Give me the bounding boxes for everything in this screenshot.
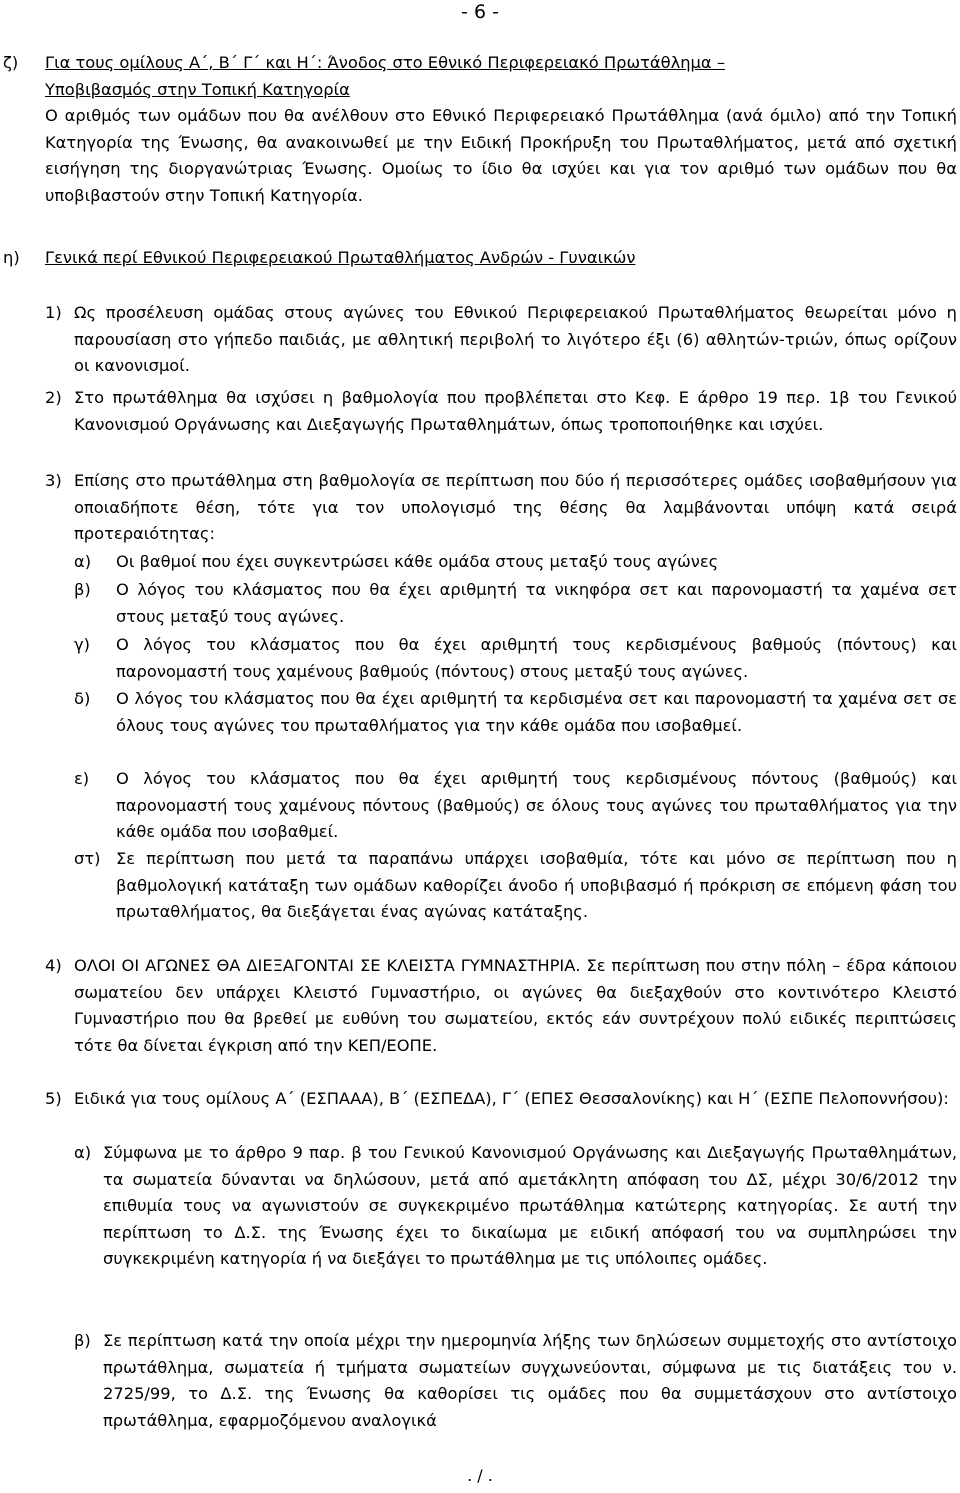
item-3-sub-b-label: β) [74, 580, 91, 599]
item-3-number: 3) [45, 471, 62, 490]
item-2-text: Στο πρωτάθλημα θα ισχύσει η βαθμολογία που προβλέπεται στο Κεφ. Ε άρθρο 19 περ. 1β του Γενικού Κανονισμού Οργάνωσης και Διεξαγωγής Πρωταθλημάτων, όπως τροποποιήθηκε και ισχύει. [74, 388, 957, 434]
item-4-number: 4) [45, 956, 62, 975]
item-5-text: Ειδικά για τους ομίλους Α΄ (ΕΣΠΑΑΑ), Β΄ (ΕΣΠΕΔΑ), Γ΄ (ΕΠΕΣ Θεσσαλονίκης) και Η΄ (ΕΣΠΕ Πελοποννήσου): [74, 1089, 949, 1108]
page-continuation-marker: . / . [467, 1466, 493, 1485]
item-3-sub-c-text: Ο λόγος του κλάσματος που θα έχει αριθμητή τους κερδισμένους βαθμούς (πόντους) και παρονομαστή τους χαμένους βαθμούς (πόντους) στους μεταξύ τους αγώνες. [116, 635, 957, 681]
page-number: - 6 - [461, 1, 499, 23]
item-2-number: 2) [45, 388, 62, 407]
section-z-body: Ο αριθμός των ομάδων που θα ανέλθουν στο Εθνικό Περιφερειακό Πρωτάθλημα (ανά όμιλο) από την Τοπική Κατηγορία της Ένωσης, θα ανακοινωθεί με την Ειδική Προκήρυξη του Πρωταθλήματος, μετά από σχετική εισήγηση της διοργανώτριας Ένωσης. Ομοίως το ίδιο θα ισχύει και για τον αριθμό των ομάδων που θα υποβιβαστούν στην Τοπική Κατηγορία. [45, 106, 957, 205]
item-1-text: Ως προσέλευση ομάδας στους αγώνες του Εθνικού Περιφερειακού Πρωταθλήματος θεωρείται μόνο η παρουσίαση στο γήπεδο παιδιάς, με αθλητική περιβολή το λιγότερο έξι (6) αθλητών-τριών, όπως ορίζουν οι κανονισμοί. [74, 303, 957, 376]
item-3-sub-d-label: δ) [74, 689, 91, 708]
item-3-sub-c-label: γ) [74, 635, 90, 654]
item-3-sub-st-label: στ) [74, 849, 101, 868]
item-3-text: Επίσης στο πρωτάθλημα στη βαθμολογία σε περίπτωση που δύο ή περισσότερες ομάδες ισοβαθμήσουν για οποιαδήποτε θέση, τότε για τον υπολογισμό της θέσης θα λαμβάνονται υπόψη κατά σειρά προτεραιότητας: [74, 471, 957, 544]
section-z-heading-line1: Για τους ομίλους Α΄, Β΄ Γ΄ και Η΄: Άνοδος στο Εθνικό Περιφερειακό Πρωτάθλημα – [45, 53, 725, 72]
item-3-sub-e-label: ε) [74, 769, 90, 788]
section-z-mark: ζ) [3, 53, 19, 72]
item-5-sub-a-text: Σύμφωνα με το άρθρο 9 παρ. β του Γενικού Κανονισμού Οργάνωσης και Διεξαγωγής Πρωταθλημάτων, τα σωματεία δύνανται να δηλώσουν, μετά από αμετάκλητη απόφαση του ΔΣ, μέχρι 30/6/2012 την επιθυμία τους να αγωνιστούν σε συγκεκριμένο πρωτάθλημα κατώτερης κατηγορίας. Σε αυτή την περίπτωση το Δ.Σ. της Ένωσης έχει το δικαίωμα με ειδική απόφασή του να συμπληρώσει την συγκεκριμένη κατηγορία ή να διεξάγει το πρωτάθλημα με τις υπόλοιπες ομάδες. [103, 1143, 957, 1269]
item-5-sub-b-label: β) [74, 1331, 91, 1350]
item-3-sub-st-text: Σε περίπτωση που μετά τα παραπάνω υπάρχει ισοβαθμία, τότε και μόνο σε περίπτωση που η βαθμολογική κατάταξη των ομάδων καθορίζει άνοδο ή υποβιβασμό ή πρόκριση σε επόμενη φάση του πρωταθλήματος, θα διεξάγεται ένας αγώνας κατάταξης. [116, 849, 957, 922]
item-1-number: 1) [45, 303, 62, 322]
item-5-number: 5) [45, 1089, 62, 1108]
item-3-sub-d-text: Ο λόγος του κλάσματος που θα έχει αριθμητή τα κερδισμένα σετ και παρονομαστή τα χαμένα σετ σε όλους τους αγώνες του πρωταθλήματος για την κάθε ομάδα που ισοβαθμεί. [116, 689, 957, 735]
item-5-sub-a-label: α) [74, 1143, 92, 1162]
item-3-sub-a-label: α) [74, 552, 92, 571]
section-z-heading-line2: Υποβιβασμός στην Τοπική Κατηγορία [45, 79, 350, 99]
item-3-sub-b-text: Ο λόγος του κλάσματος που θα έχει αριθμητή τα νικηφόρα σετ και παρονομαστή τα χαμένα σετ στους μεταξύ τους αγώνες. [116, 580, 957, 626]
item-5-sub-b-text: Σε περίπτωση κατά την οποία μέχρι την ημερομηνία λήξης των δηλώσεων συμμετοχής στο αντίστοιχο πρωτάθλημα, σωματεία ή τμήματα σωματείων συγχωνεύονται, σύμφωνα με τις διατάξεις του ν. 2725/99, το Δ.Σ. της Ένωσης θα καθορίσει τις ομάδες που θα συμμετάσχουν στο αντίστοιχο πρωτάθλημα, εφαρμοζόμενου αναλογικά [103, 1331, 957, 1430]
section-i-mark: η) [3, 248, 20, 267]
item-3-sub-e-text: Ο λόγος του κλάσματος που θα έχει αριθμητή τους κερδισμένους πόντους (βαθμούς) και παρονομαστή τους χαμένους πόντους (βαθμούς) σε όλους τους αγώνες του πρωταθλήματος για την κάθε ομάδα που ισοβαθμεί. [116, 769, 957, 842]
item-3-sub-a-text: Οι βαθμοί που έχει συγκεντρώσει κάθε ομάδα στους μεταξύ τους αγώνες [116, 552, 719, 571]
item-4-text: ΟΛΟΙ ΟΙ ΑΓΩΝΕΣ ΘΑ ΔΙΕΞΑΓΟΝΤΑΙ ΣΕ ΚΛΕΙΣΤΑ ΓΥΜΝΑΣΤΗΡΙΑ. Σε περίπτωση που στην πόλη – έδρα κάποιου σωματείου δεν υπάρχει Κλειστό Γυμναστήριο, οι αγώνες θα διεξαχθούν στο κοντινότερο Κλειστό Γυμναστήριο που θα βρεθεί με ευθύνη του σωματείου, εκτός εάν συντρέχουν πολύ ειδικές περιπτώσεις τότε θα δίνεται έγκριση από την ΚΕΠ/ΕΟΠΕ. [74, 956, 957, 1055]
section-i-heading: Γενικά περί Εθνικού Περιφερειακού Πρωταθλήματος Ανδρών - Γυναικών [45, 248, 636, 267]
